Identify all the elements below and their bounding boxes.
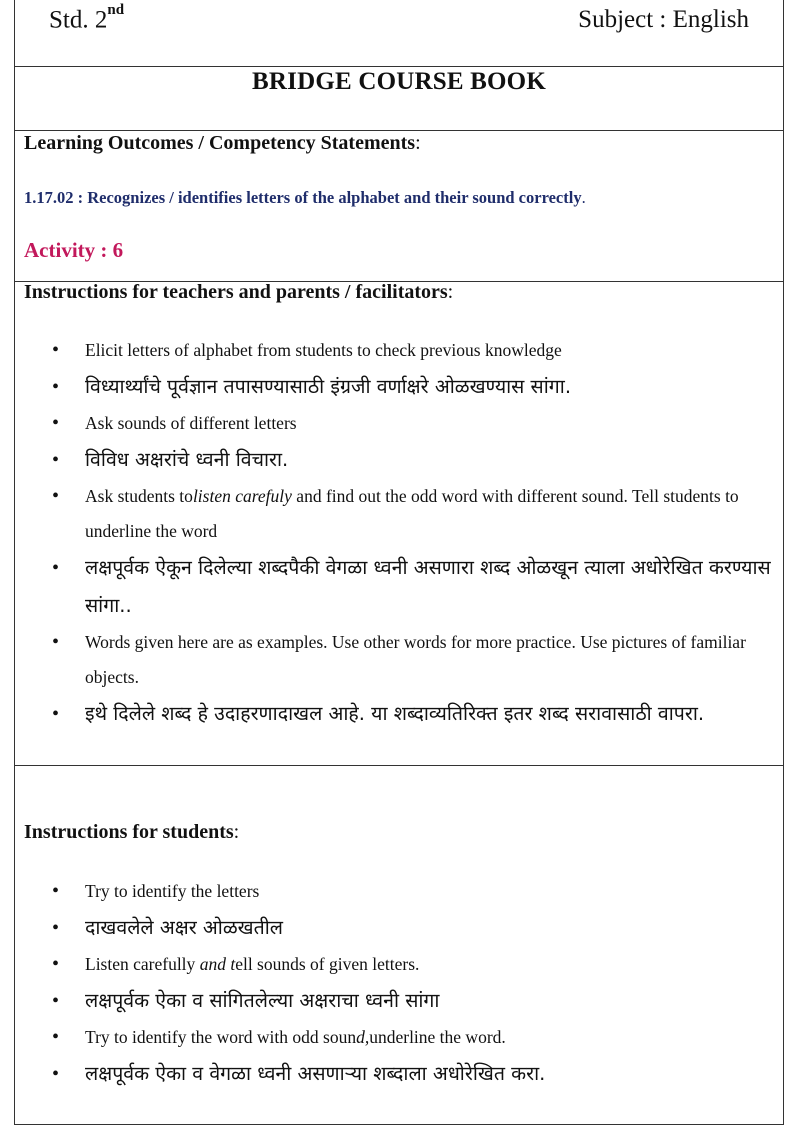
subject-label: Subject : English — [578, 6, 749, 33]
list-item: • Try to identify the letters — [15, 874, 783, 909]
title-row — [15, 67, 783, 131]
list-item: • Elicit letters of alphabet from students to check previous knowledge — [15, 333, 783, 368]
list-item: • विध्यार्थ्यांचे पूर्वज्ञान तपासण्यासाठी इंग्रजी वर्णाक्षरे ओळखण्यास सांगा. — [15, 368, 783, 406]
header-row — [15, 0, 783, 67]
list-item: • लक्षपूर्वक ऐकून दिलेल्या शब्दपैकी वेगळा ध्वनी असणारा शब्द ओळखून त्याला अधोरेखित करण्यास सांगा.. — [15, 549, 783, 625]
list-item: • दाखवलेले अक्षर ओळखतील — [15, 909, 783, 947]
student-instructions-heading: Instructions for students: — [24, 821, 240, 843]
standard-label: Std. 2nd — [49, 2, 125, 34]
outcome-code: 1.17.02 : Recognizes / identifies letters of the alphabet and their sound correctly. — [24, 188, 586, 207]
list-item: • Ask sounds of different letters — [15, 406, 783, 441]
teacher-instructions-section — [15, 282, 783, 766]
teacher-instructions-list — [15, 333, 783, 733]
document-page — [14, 0, 784, 1125]
student-instructions-section — [15, 766, 783, 1125]
list-item: • लक्षपूर्वक ऐका व वेगळा ध्वनी असणाऱ्या शब्दाला अधोरेखित करा. — [15, 1055, 783, 1093]
list-item: • इथे दिलेले शब्द हे उदाहरणादाखल आहे. या शब्दाव्यतिरिक्त इतर शब्द सरावासाठी वापरा. — [15, 695, 783, 733]
student-instructions-list — [15, 874, 783, 1093]
teacher-instructions-heading: Instructions for teachers and parents / facilitators: — [24, 281, 454, 303]
list-item: • Words given here are as examples. Use other words for more practice. Use pictures of familiar objects. — [15, 625, 783, 695]
learning-outcomes-section — [15, 131, 783, 282]
page-title: BRIDGE COURSE BOOK — [252, 68, 546, 95]
list-item: • Try to identify the word with odd sound,underline the word. — [15, 1020, 783, 1055]
learning-outcomes-heading: Learning Outcomes / Competency Statements: — [24, 132, 421, 154]
list-item: • Ask students tolisten carefuly and find out the odd word with different sound. Tell students to underline the word — [15, 479, 783, 549]
list-item: • विविध अक्षरांचे ध्वनी विचारा. — [15, 441, 783, 479]
list-item: • Listen carefully and tell sounds of given letters. — [15, 947, 783, 982]
list-item: • लक्षपूर्वक ऐका व सांगितलेल्या अक्षराचा ध्वनी सांगा — [15, 982, 783, 1020]
activity-label: Activity : 6 — [24, 238, 124, 262]
